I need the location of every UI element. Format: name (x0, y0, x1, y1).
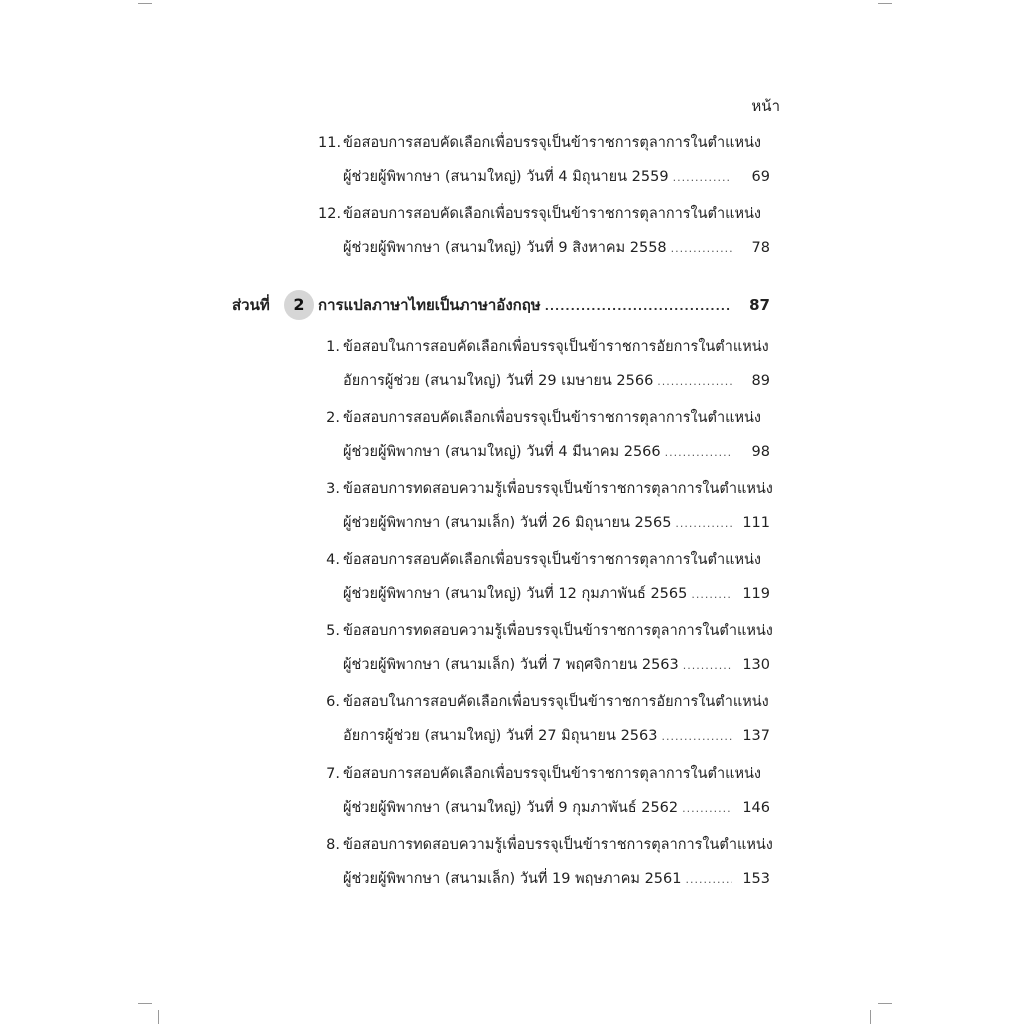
entry-title-line1: ข้อสอบในการสอบคัดเลือกเพื่อบรรจุเป็นข้าราชการอัยการในตำแหน่ง (343, 694, 769, 710)
entry-title-line2: ผู้ช่วยผู้พิพากษา (สนามใหญ่) วันที่ 12 กุมภาพันธ์ 2565 (343, 586, 688, 602)
toc-entry (318, 401, 770, 469)
entry-page: 130 (742, 657, 770, 673)
entry-number: 3. (326, 481, 340, 497)
section-title: การแปลภาษาไทยเป็นภาษาอังกฤษ (318, 296, 541, 314)
toc-entry (318, 126, 770, 194)
section-heading (232, 288, 770, 322)
section-number-badge: 2 (284, 290, 314, 320)
entry-title-line1: ข้อสอบการสอบคัดเลือกเพื่อบรรจุเป็นข้าราชการตุลาการในตำแหน่ง (343, 206, 762, 222)
toc-entry (318, 685, 770, 753)
entry-page: 153 (742, 871, 770, 887)
entry-title-line2: อัยการผู้ช่วย (สนามใหญ่) วันที่ 29 เมษายน 2566 (343, 373, 654, 389)
entry-page: 146 (742, 800, 770, 816)
entry-title-line2: อัยการผู้ช่วย (สนามใหญ่) วันที่ 27 มิถุนายน 2563 (343, 728, 658, 744)
crop-mark (158, 1010, 159, 1024)
dot-leader (683, 649, 732, 683)
entry-title-line1: ข้อสอบการสอบคัดเลือกเพื่อบรรจุเป็นข้าราชการตุลาการในตำแหน่ง (343, 135, 762, 151)
dot-leader (691, 578, 732, 612)
entry-title-line1: ข้อสอบการสอบคัดเลือกเพื่อบรรจุเป็นข้าราชการตุลาการในตำแหน่ง (343, 766, 762, 782)
entry-page: 119 (742, 586, 770, 602)
entry-number: 2. (326, 410, 340, 426)
entry-number: 8. (326, 837, 340, 853)
section-page: 87 (749, 296, 770, 314)
entry-page: 78 (751, 240, 770, 256)
entry-page: 98 (751, 444, 770, 460)
dot-leader (685, 863, 732, 897)
entry-title-line2: ผู้ช่วยผู้พิพากษา (สนามเล็ก) วันที่ 7 พฤศจิกายน 2563 (343, 657, 679, 673)
crop-mark (138, 1003, 152, 1004)
dot-leader (673, 161, 732, 195)
entry-title-line1: ข้อสอบการทดสอบความรู้เพื่อบรรจุเป็นข้าราชการตุลาการในตำแหน่ง (343, 481, 773, 497)
dot-leader (545, 290, 732, 324)
entry-title-line2: ผู้ช่วยผู้พิพากษา (สนามใหญ่) วันที่ 9 กุมภาพันธ์ 2562 (343, 800, 679, 816)
entry-title-line2: ผู้ช่วยผู้พิพากษา (สนามใหญ่) วันที่ 4 มีนาคม 2566 (343, 444, 661, 460)
entry-page: 137 (742, 728, 770, 744)
crop-mark (878, 3, 892, 4)
entry-title-line1: ข้อสอบการสอบคัดเลือกเพื่อบรรจุเป็นข้าราชการตุลาการในตำแหน่ง (343, 552, 762, 568)
entry-page: 89 (751, 373, 770, 389)
entry-title-line1: ข้อสอบการสอบคัดเลือกเพื่อบรรจุเป็นข้าราชการตุลาการในตำแหน่ง (343, 410, 762, 426)
entry-title-line2: ผู้ช่วยผู้พิพากษา (สนามใหญ่) วันที่ 9 สิงหาคม 2558 (343, 240, 667, 256)
toc-entry (318, 197, 770, 265)
toc-entry (318, 757, 770, 825)
entry-title-line2: ผู้ช่วยผู้พิพากษา (สนามใหญ่) วันที่ 4 มิถุนายน 2559 (343, 169, 669, 185)
toc-entry (318, 330, 770, 398)
entry-title-line2: ผู้ช่วยผู้พิพากษา (สนามเล็ก) วันที่ 19 พฤษภาคม 2561 (343, 871, 682, 887)
dot-leader (682, 792, 732, 826)
entry-number: 4. (326, 552, 340, 568)
entry-number: 6. (326, 694, 340, 710)
entry-title-line1: ข้อสอบการทดสอบความรู้เพื่อบรรจุเป็นข้าราชการตุลาการในตำแหน่ง (343, 623, 773, 639)
entry-title-line1: ข้อสอบในการสอบคัดเลือกเพื่อบรรจุเป็นข้าราชการอัยการในตำแหน่ง (343, 339, 769, 355)
entry-number: 1. (326, 339, 340, 355)
crop-mark (138, 3, 152, 4)
toc-entry (318, 614, 773, 682)
entry-page: 111 (742, 515, 770, 531)
dot-leader (661, 720, 732, 754)
section-label: ส่วนที่ (232, 296, 270, 314)
entry-title-line2: ผู้ช่วยผู้พิพากษา (สนามเล็ก) วันที่ 26 มิถุนายน 2565 (343, 515, 672, 531)
entry-title-line1: ข้อสอบการทดสอบความรู้เพื่อบรรจุเป็นข้าราชการตุลาการในตำแหน่ง (343, 837, 773, 853)
crop-mark (870, 1010, 871, 1024)
toc-entry (318, 472, 773, 540)
dot-leader (665, 436, 732, 470)
entry-number: 11. (318, 135, 342, 151)
toc-entry (318, 543, 770, 611)
crop-mark (878, 1003, 892, 1004)
toc-entry (318, 828, 773, 896)
dot-leader (657, 365, 732, 399)
entry-number: 12. (318, 206, 342, 222)
entry-number: 7. (326, 766, 340, 782)
dot-leader (675, 507, 732, 541)
entry-number: 5. (326, 623, 340, 639)
page-column-label: หน้า (751, 97, 780, 115)
entry-page: 69 (751, 169, 770, 185)
dot-leader (671, 232, 732, 266)
